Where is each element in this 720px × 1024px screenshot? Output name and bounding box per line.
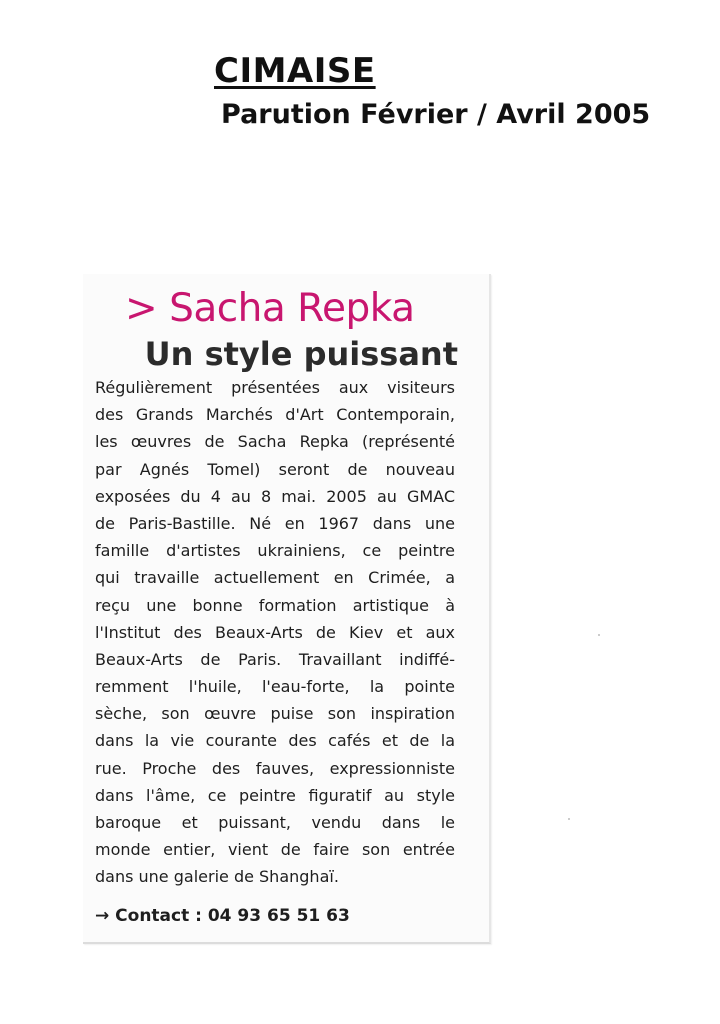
- body-line: sèche, son œuvre puise son inspiration: [95, 704, 455, 724]
- article-headline: Un style puissant: [144, 335, 458, 373]
- publication-title: CIMAISE: [214, 51, 376, 91]
- body-line: remment l'huile, l'eau-forte, la pointe: [95, 677, 455, 697]
- body-line: exposées du 4 au 8 mai. 2005 au GMAC: [95, 486, 455, 506]
- body-line: famille d'artistes ukrainiens, ce peintre: [95, 541, 455, 561]
- body-line: baroque et puissant, vendu dans le: [95, 813, 455, 832]
- body-line: Beaux-Arts de Paris. Travaillant indiffé-: [95, 649, 455, 669]
- article-artist-name: > Sacha Repka: [125, 286, 415, 331]
- body-line: rue. Proche des fauves, expressionniste: [95, 758, 455, 778]
- body-line: dans l'âme, ce peintre figuratif au style: [95, 785, 455, 805]
- body-line: Régulièrement présentées aux visiteurs: [95, 378, 455, 397]
- issue-date: Parution Février / Avril 2005: [221, 99, 651, 130]
- body-line: de Paris-Bastille. Né en 1967 dans une: [95, 513, 455, 533]
- scan-speck: [598, 634, 600, 636]
- body-line: par Agnés Tomel) seront de nouveau: [95, 459, 455, 479]
- body-line: l'Institut des Beaux-Arts de Kiev et aux: [95, 622, 455, 642]
- article-contact: → Contact : 04 93 65 51 63: [95, 906, 350, 926]
- scan-speck: [568, 818, 570, 820]
- body-line: les œuvres de Sacha Repka (représenté: [95, 432, 455, 452]
- body-line: dans la vie courante des cafés et de la: [95, 731, 455, 751]
- body-line: qui travaille actuellement en Crimée, a: [95, 568, 455, 588]
- body-line: monde entier, vient de faire son entrée: [95, 840, 455, 860]
- body-line: reçu une bonne formation artistique à: [95, 595, 455, 615]
- body-line: dans une galerie de Shanghaï.: [95, 867, 339, 887]
- article-body: [95, 374, 455, 891]
- body-line: des Grands Marchés d'Art Contemporain,: [95, 405, 455, 425]
- article-clipping: [83, 274, 491, 944]
